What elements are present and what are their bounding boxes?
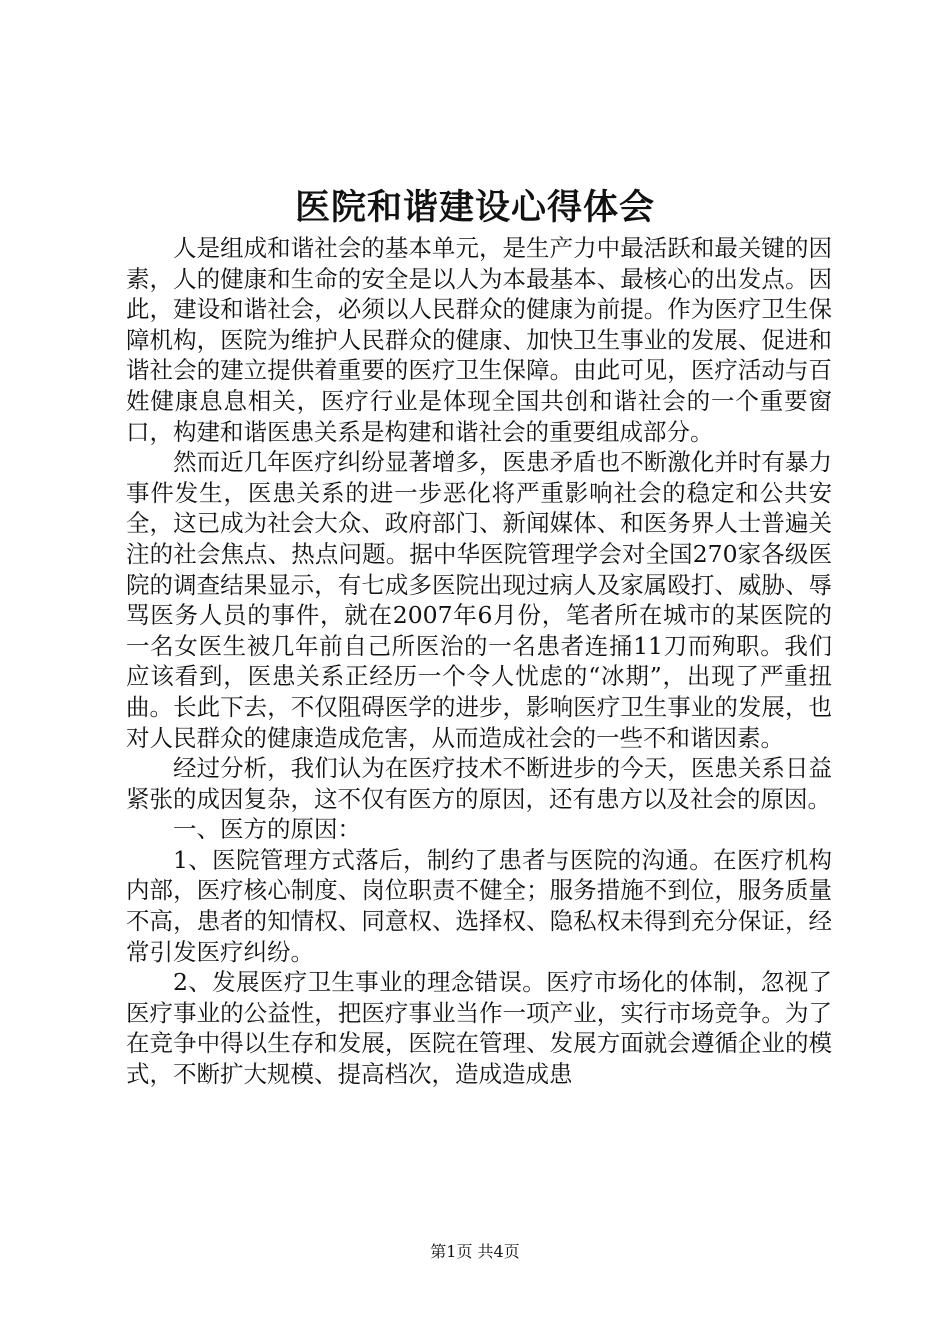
paragraph-4: 1、医院管理方式落后，制约了患者与医院的沟通。在医疗机构内部，医疗核心制度、岗位职责不健全；服务措施不到位，服务质量不高，患者的知情权、同意权、选择权、隐私权未得到充分保证，经常引发医疗纠纷。 (126, 845, 832, 966)
section-heading-1: 一、医方的原因： (173, 815, 361, 844)
paragraph-3: 经过分析，我们认为在医疗技术不断进步的今天，医患关系日益紧张的成因复杂，这不仅有医方的原因，还有患方以及社会的原因。 (126, 754, 832, 813)
paragraph-2: 然而近几年医疗纠纷显著增多，医患矛盾也不断激化并时有暴力事件发生，医患关系的进一步恶化将严重影响社会的稳定和公共安全，这已成为社会大众、政府部门、新闻媒体、和医务界人士普遍关注的社会焦点、热点问题。据中华医院管理学会对全国270家各级医院的调查结果显示，有七成多医院出现过病人及家属殴打、威胁、辱骂医务人员的事件，就在2007年6月份，笔者所在城市的某医院的一名女医生被几年前自己所医治的一名患者连捅11刀而殉职。我们应该看到，医患关系正经历一个令人忧虑的“冰期”，出现了严重扭曲。长此下去，不仅阻碍医学的进步，影响医疗卫生事业的发展，也对人民群众的健康造成危害，从而造成社会的一些不和谐因素。 (126, 448, 832, 752)
paragraph-5: 2、发展医疗卫生事业的理念错误。医疗市场化的体制，忽视了医疗事业的公益性，把医疗事业当作一项产业，实行市场竞争。为了在竞争中得以生存和发展，医院在管理、发展方面就会遵循企业的模式，不断扩大规模、提高档次，造成造成患 (126, 968, 832, 1089)
paragraph-1: 人是组成和谐社会的基本单元，是生产力中最活跃和最关键的因素，人的健康和生命的安全是以人为本最基本、最核心的出发点。因此，建设和谐社会，必须以人民群众的健康为前提。作为医疗卫生保障机构，医院为维护人民群众的健康、加快卫生事业的发展、促进和谐社会的建立提供着重要的医疗卫生保障。由此可见，医疗活动与百姓健康息息相关，医疗行业是体现全国共创和谐社会的一个重要窗口，构建和谐医患关系是构建和谐社会的重要组成部分。 (126, 234, 832, 446)
document-body (126, 233, 832, 1090)
document-title: 医院和谐建设心得体会 (294, 187, 655, 228)
page-footer: 第1页 共4页 (430, 1242, 520, 1261)
